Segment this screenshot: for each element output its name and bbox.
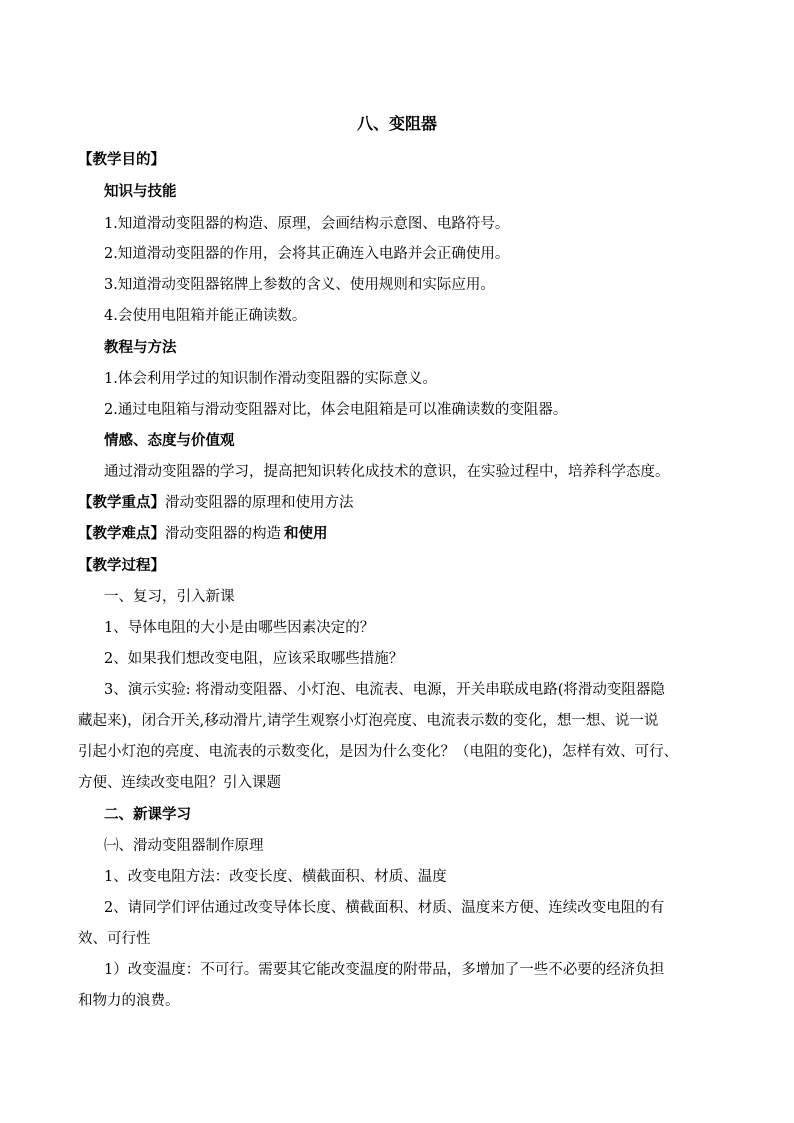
part1-question-3-line-2: 藏起来)，闭合开关,移动滑片,请学生观察小灯泡亮度、电流表示数的变化，想一想、说一说 — [78, 713, 659, 729]
section-heading-goals: 【教学目的】 — [78, 151, 165, 168]
part1-question-3-line-4: 方便、连续改变电阻？引入课题 — [78, 775, 281, 791]
part2-item-2-line-1: 2、请同学们评估通过改变导体长度、横截面积、材质、温度来方便、连续改变电阻的有 — [104, 900, 665, 916]
key-point-row — [78, 493, 354, 513]
subheading-process: 教程与方法 — [104, 339, 177, 356]
difficulty-text: 滑动变阻器的构造 — [165, 526, 281, 542]
difficulty-heading: 【教学难点】 — [78, 525, 165, 542]
process-item-1: 1.体会利用学过的知识制作滑动变阻器的实际意义。 — [104, 371, 437, 387]
part2-heading: 二、新课学习 — [104, 806, 191, 823]
part1-question-3-line-3: 引起小灯泡的亮度、电流表的示数变化，是因为什么变化？（电阻的变化)，怎样有效、可行、 — [78, 744, 679, 760]
key-point-text: 滑动变阻器的原理和使用方法 — [165, 495, 354, 511]
page-title: 八、变阻器 — [356, 114, 437, 133]
knowledge-item-1: 1.知道滑动变阻器的构造、原理，会画结构示意图、电路符号。 — [104, 216, 510, 232]
part1-heading: 一、复习，引入新课 — [104, 589, 235, 605]
subheading-attitude: 情感、态度与价值观 — [104, 432, 235, 449]
attitude-text: 通过滑动变阻器的学习，提高把知识转化成技术的意识，在实验过程中，培养科学态度。 — [104, 464, 670, 480]
difficulty-text-bold: 和使用 — [284, 525, 328, 542]
key-point-heading: 【教学重点】 — [78, 494, 165, 511]
part2-item-2-line-2: 效、可行性 — [78, 931, 151, 947]
knowledge-item-3: 3.知道滑动变阻器铭牌上参数的含义、使用规则和实际应用。 — [104, 277, 495, 293]
part1-question-3-line-1: 3、演示实验: 将滑动变阻器、小灯泡、电流表、电源，开关串联成电路(将滑动变阻器隐 — [104, 682, 665, 698]
part2-sub-1: ㈠、滑动变阻器制作原理 — [104, 838, 264, 854]
subheading-knowledge: 知识与技能 — [104, 183, 177, 200]
part2-item-3-line-1: 1）改变温度：不可行。需要其它能改变温度的附带品，多增加了一些不必要的经济负担 — [104, 962, 665, 978]
knowledge-item-2: 2.知道滑动变阻器的作用，会将其正确连入电路并会正确使用。 — [104, 246, 510, 262]
difficulty-row — [78, 524, 328, 544]
knowledge-item-4: 4.会使用电阻箱并能正确读数。 — [104, 308, 307, 324]
process-item-2: 2.通过电阻箱与滑动变阻器对比，体会电阻箱是可以准确读数的变阻器。 — [104, 402, 568, 418]
part1-question-2: 2、如果我们想改变电阻，应该采取哪些措施？ — [104, 651, 404, 667]
section-heading-procedure: 【教学过程】 — [78, 557, 165, 574]
part2-item-3-line-2: 和物力的浪费。 — [78, 993, 180, 1009]
part1-question-1: 1、导体电阻的大小是由哪些因素决定的？ — [104, 620, 375, 636]
part2-item-1: 1、改变电阻方法：改变长度、横截面积、材质、温度 — [104, 869, 447, 885]
